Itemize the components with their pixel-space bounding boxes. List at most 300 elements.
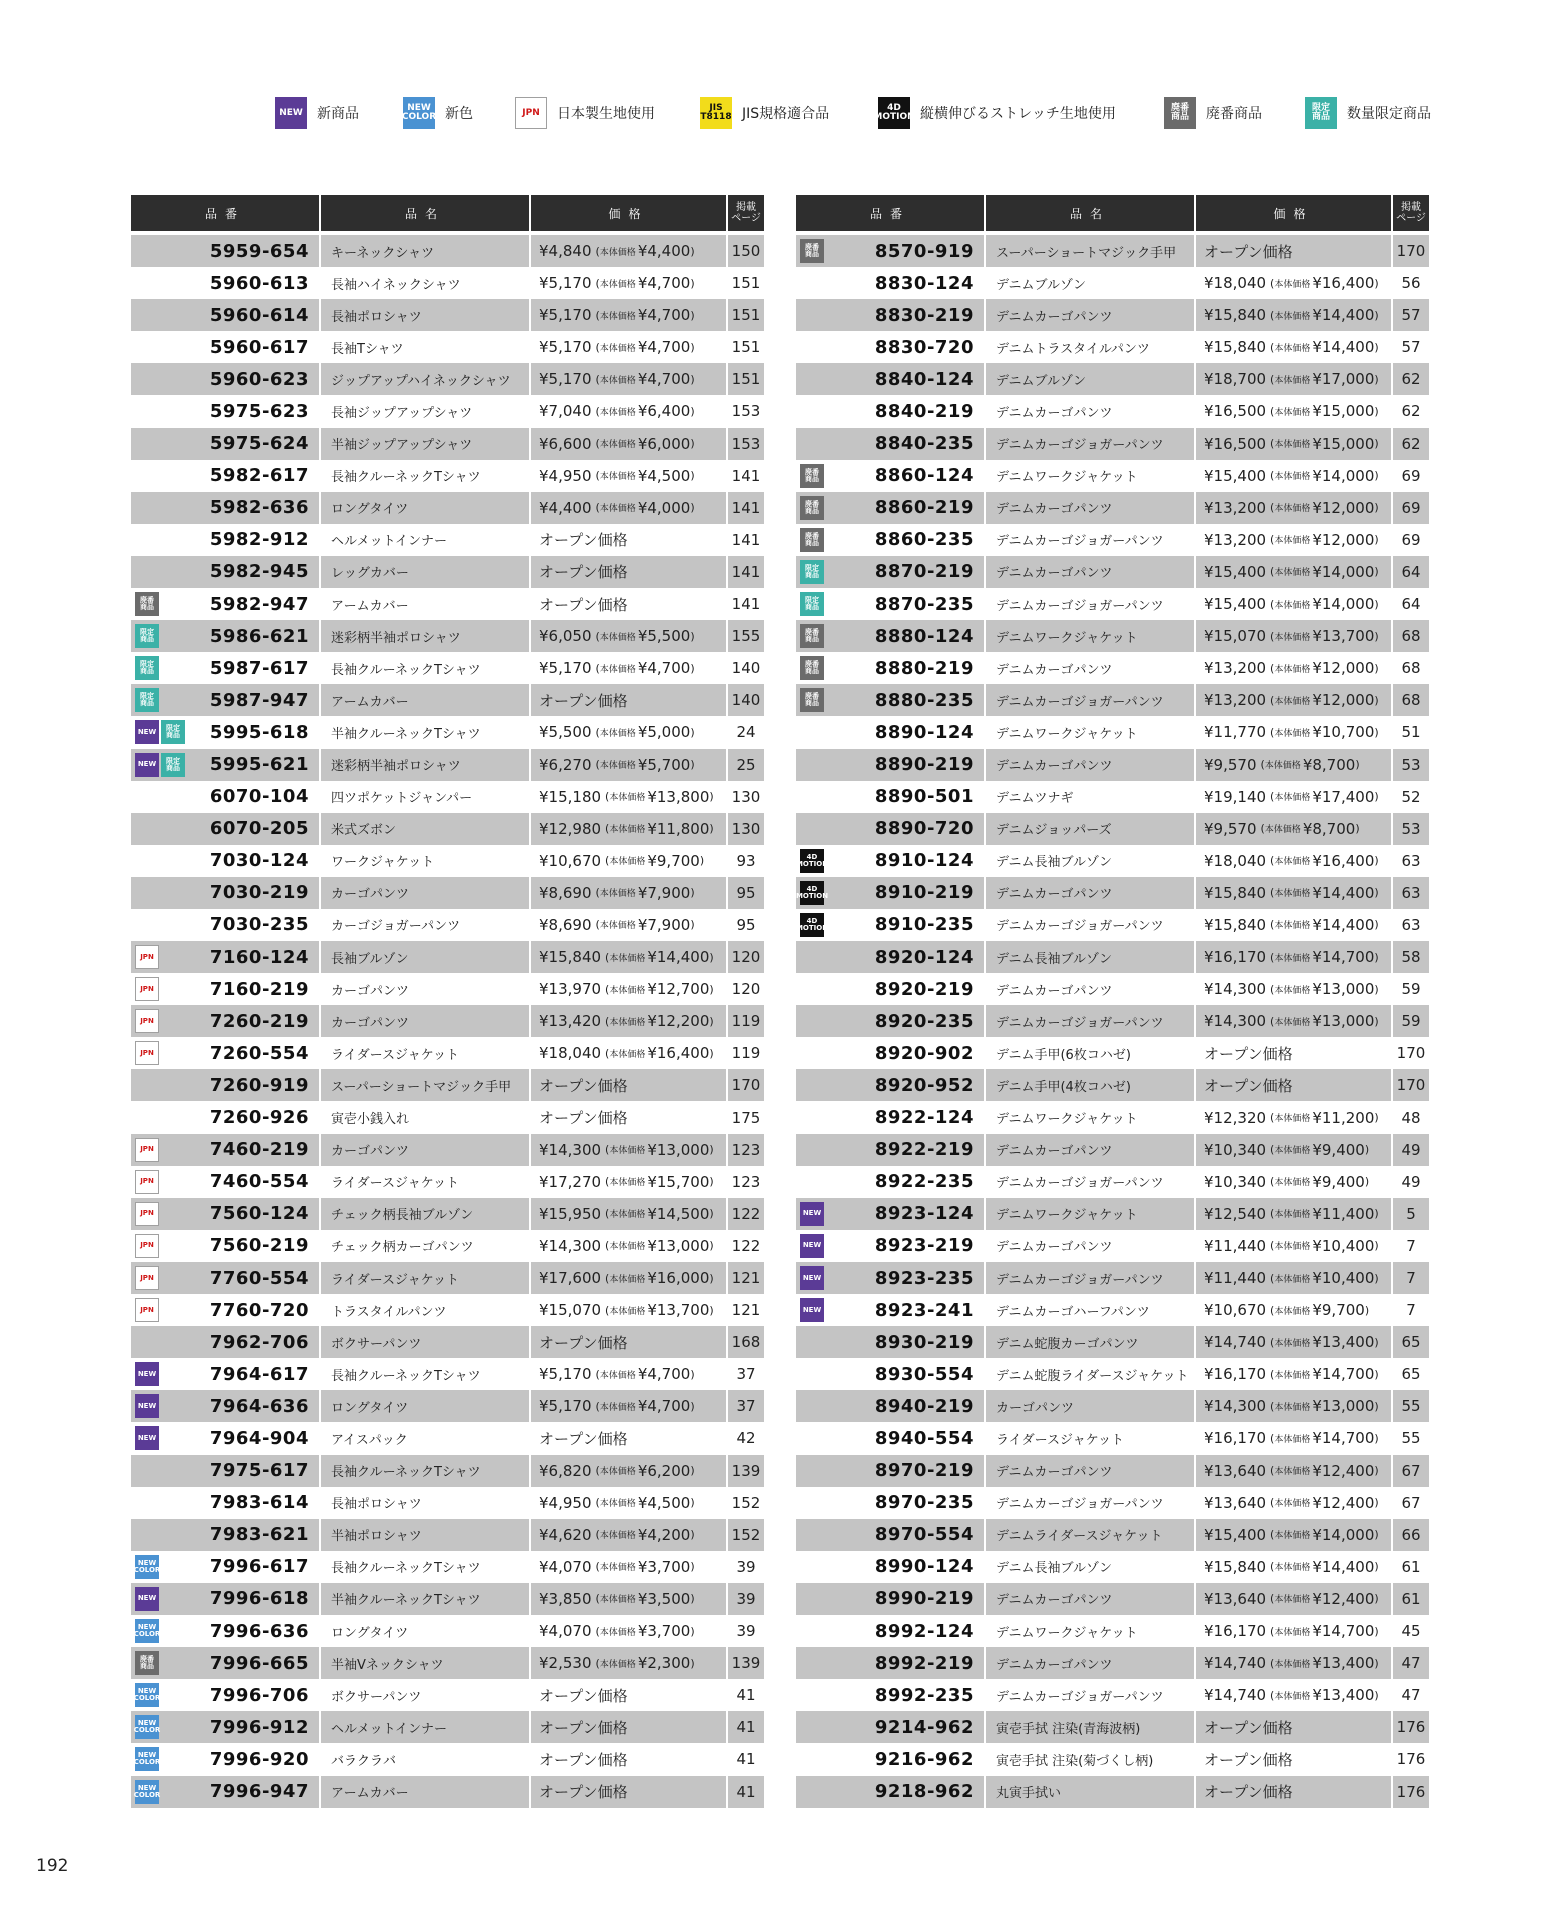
product-code-cell [796,556,986,588]
product-price-cell [531,1743,728,1775]
product-name: デニム手甲(6枚コハゼ) [986,1037,1196,1069]
product-code-cell [796,1230,986,1262]
product-code-cell [796,1198,986,1230]
product-name: 半袖Vネックシャツ [321,1647,531,1679]
product-code: 7160-219 [209,978,309,1000]
product-code: 8923-124 [874,1203,974,1225]
product-code-cell [796,428,986,460]
product-code: 7560-219 [209,1235,309,1257]
jpn-badge-icon: JPN [135,1170,159,1194]
page-ref: 123 [731,1172,761,1191]
badge-group [800,528,824,552]
table-row [131,1294,764,1326]
product-name: デニムカーゴパンツ [986,973,1196,1005]
table-row [131,1422,764,1454]
price: オープン価格 [539,531,628,550]
product-code-cell [796,1679,986,1711]
product-name: デニムカーゴパンツ [986,1134,1196,1166]
legend-item-4d [873,97,1116,129]
table-row [796,716,1429,748]
price: ¥4,620 [539,1525,592,1544]
legend-item-disc [1164,97,1262,129]
product-name: カーゴパンツ [321,1005,531,1037]
page-ref: 151 [731,370,761,389]
base-price: ¥15,000 [1312,434,1375,453]
base-price-note: 本体価格 [1274,1499,1311,1510]
base-price: ¥12,000 [1312,659,1375,678]
base-price-note: 本体価格 [1274,664,1311,675]
price: ¥15,070 [1204,627,1267,646]
page-ref: 41 [736,1718,756,1737]
table-row [796,1776,1429,1808]
legend-label: 日本製生地使用 [557,106,655,122]
table-row [796,1294,1429,1326]
price: ¥14,300 [539,1236,602,1255]
product-name: アームカバー [321,1776,531,1808]
product-name: キーネックシャツ [321,235,531,267]
product-code-cell [131,1262,321,1294]
base-price: ¥15,700 [647,1172,710,1191]
product-price-cell [531,1102,728,1134]
page-ref: 49 [1401,1140,1421,1159]
base-price-note: 本体価格 [1274,1210,1311,1221]
product-code: 8930-554 [874,1363,974,1385]
page-ref: 55 [1401,1397,1421,1416]
price: オープン価格 [1204,1044,1293,1063]
product-price-cell: ¥13,200 ( 本体価格 ¥12,000 ) [1196,684,1393,716]
product-code: 5960-613 [209,272,309,294]
product-price-cell: ¥14,740 ( 本体価格 ¥13,400 ) [1196,1679,1393,1711]
page-number: 192 [36,1856,69,1876]
product-price-cell: ¥8,690 ( 本体価格 ¥7,900 ) [531,877,728,909]
product-name: ライダースジャケット [321,1262,531,1294]
new-badge-icon: NEW [135,1426,159,1450]
base-price-note: 本体価格 [599,343,636,354]
base-price: ¥4,700 [637,1397,691,1416]
nc-badge-icon: NEW COLOR [135,1780,159,1804]
base-price: ¥10,700 [1312,723,1375,742]
product-code-cell [796,1294,986,1326]
new-badge-icon: NEW [275,97,307,129]
base-price-note: 本体価格 [609,1146,646,1157]
product-price-cell [531,1069,728,1101]
page-ref: 66 [1401,1525,1421,1544]
table-row [796,556,1429,588]
page-ref: 151 [731,274,761,293]
base-price-note: 本体価格 [599,440,636,451]
product-code: 6070-104 [209,786,309,808]
product-name: 半袖ジップアップシャツ [321,428,531,460]
base-price: ¥14,400 [1312,306,1375,325]
product-code: 8890-501 [874,786,974,808]
badge-group [800,1266,824,1290]
product-price-cell: ¥13,200 ( 本体価格 ¥12,000 ) [1196,652,1393,684]
base-price: ¥9,400 [1312,1140,1365,1159]
badge-group [135,1715,159,1739]
new-badge-icon: NEW [135,1362,159,1386]
price: ¥15,400 [1204,562,1267,581]
price: ¥16,170 [1204,1622,1267,1641]
page-ref: 141 [731,530,761,549]
base-price: ¥6,400 [637,402,691,421]
lim-badge-icon: 限定 商品 [800,592,824,616]
price: ¥4,950 [539,466,592,485]
product-code: 8890-124 [874,721,974,743]
price: オープン価格 [1204,1783,1293,1801]
disc-badge-icon: 廃番 商品 [800,496,824,520]
product-price-cell: ¥15,400 ( 本体価格 ¥14,000 ) [1196,1519,1393,1551]
product-name: デニムワークジャケット [986,620,1196,652]
product-code: 9216-962 [874,1748,974,1770]
price: ¥10,670 [539,851,602,870]
price: ¥17,270 [539,1172,602,1191]
product-code: 7996-912 [209,1716,309,1738]
product-name: 寅壱小銭入れ [321,1102,531,1134]
price: ¥9,570 [1204,819,1257,838]
base-price: ¥10,400 [1312,1269,1375,1287]
badge-group [795,913,829,937]
badge-group [795,881,829,905]
product-code-cell [131,395,321,427]
product-price-cell: ¥15,840 ( 本体価格 ¥14,400 ) [1196,877,1393,909]
base-price: ¥15,000 [1312,402,1375,421]
product-code-cell [796,267,986,299]
table-row [796,588,1429,620]
product-code: 8880-124 [874,625,974,647]
base-price-note: 本体価格 [599,1563,636,1574]
base-price: ¥14,700 [1312,1429,1375,1448]
base-price: ¥3,500 [637,1589,691,1608]
product-code: 9218-962 [874,1781,974,1802]
page-ref: 62 [1401,370,1421,389]
price: ¥14,740 [1204,1333,1267,1352]
page-ref: 67 [1401,1461,1421,1480]
table-row [131,460,764,492]
product-code: 7996-947 [209,1781,309,1802]
table-row [796,1069,1429,1101]
product-name: カーゴパンツ [986,1390,1196,1422]
product-name: レッグカバー [321,556,531,588]
price: ¥18,040 [1204,851,1267,870]
product-price-cell: ¥19,140 ( 本体価格 ¥17,400 ) [1196,781,1393,813]
page-ref: 176 [1396,1718,1426,1737]
page-ref: 69 [1401,530,1421,549]
table-row [796,620,1429,652]
price: ¥4,950 [539,1493,592,1512]
price: ¥13,200 [1204,498,1267,517]
page-ref: 24 [736,723,756,742]
badge-group [795,849,829,873]
product-code-cell [131,1422,321,1454]
base-price: ¥12,400 [1312,1589,1375,1608]
product-name: デニム蛇腹カーゴパンツ [986,1326,1196,1358]
product-price-cell [531,588,728,620]
product-code: 8880-235 [874,689,974,711]
product-name: デニムカーゴパンツ [986,652,1196,684]
product-price-cell: ¥17,600 ( 本体価格 ¥16,000 ) [531,1262,728,1294]
product-code-cell [796,395,986,427]
product-price-cell: ¥15,840 ( 本体価格 ¥14,400 ) [1196,909,1393,941]
base-price: ¥11,400 [1312,1204,1375,1223]
base-price-note: 本体価格 [599,1595,636,1606]
product-name: デニム手甲(4枚コハゼ) [986,1069,1196,1101]
base-price: ¥4,700 [637,338,691,357]
product-code-cell [131,1326,321,1358]
product-price-cell: ¥4,840 ( 本体価格 ¥4,400 ) [531,235,728,267]
page-ref: 68 [1401,627,1421,646]
product-price-cell: ¥13,200 ( 本体価格 ¥12,000 ) [1196,492,1393,524]
product-name: デニムカーゴパンツ [986,749,1196,781]
product-code: 5982-636 [209,497,309,519]
base-price-note: 本体価格 [1264,825,1301,836]
product-price-cell: ¥6,050 ( 本体価格 ¥5,500 ) [531,620,728,652]
product-price-cell: ¥16,170 ( 本体価格 ¥14,700 ) [1196,1358,1393,1390]
table-row [131,1262,764,1294]
product-name: デニムカーゴパンツ [986,1647,1196,1679]
product-code: 8920-952 [874,1074,974,1096]
page-ref: 62 [1401,434,1421,453]
product-name: 長袖クルーネックTシャツ [321,1455,531,1487]
product-code-cell [796,588,986,620]
new-badge-icon: NEW [800,1298,824,1322]
table-row [796,331,1429,363]
product-price-cell: ¥4,070 ( 本体価格 ¥3,700 ) [531,1615,728,1647]
base-price-note: 本体価格 [609,985,646,996]
price: ¥15,840 [1204,306,1267,325]
page-ref: 7 [1406,1269,1416,1287]
product-code-cell [796,1711,986,1743]
product-code-cell [131,1551,321,1583]
base-price: ¥14,400 [1312,338,1375,357]
table-row [796,652,1429,684]
product-code: 8910-124 [874,850,974,872]
legend-item-jis [700,97,829,129]
product-name: ヘルメットインナー [321,524,531,556]
base-price: ¥14,400 [1312,883,1375,902]
base-price-note: 本体価格 [599,472,636,483]
price: ¥4,070 [539,1622,592,1641]
page-ref: 122 [731,1236,761,1255]
base-price-note: 本体価格 [599,664,636,675]
table-row [796,749,1429,781]
price: ¥12,540 [1204,1204,1267,1223]
product-name: カーゴパンツ [321,1134,531,1166]
page-ref: 48 [1401,1108,1421,1127]
product-price-cell: ¥2,530 ( 本体価格 ¥2,300 ) [531,1647,728,1679]
product-price-cell: ¥18,040 ( 本体価格 ¥16,400 ) [531,1037,728,1069]
base-price-note: 本体価格 [599,1370,636,1381]
product-name: デニムカーゴジョガーパンツ [986,1679,1196,1711]
product-name: デニムカーゴパンツ [986,1230,1196,1262]
product-name: デニムカーゴジョガーパンツ [986,909,1196,941]
page-ref: 93 [736,851,756,870]
legend [0,97,1545,133]
product-code-cell [131,1102,321,1134]
table-row [131,524,764,556]
page-ref: 68 [1401,659,1421,678]
product-code: 7760-720 [209,1299,309,1321]
product-name: 長袖クルーネックTシャツ [321,460,531,492]
base-price-note: 本体価格 [1274,1595,1311,1606]
4d-badge-icon: 4D MOTION [878,97,910,129]
nc-badge-icon: NEW COLOR [135,1555,159,1579]
price: ¥15,840 [1204,338,1267,357]
badge-group [135,656,159,680]
product-price-cell [1196,1037,1393,1069]
product-code: 8992-235 [874,1684,974,1706]
badge-group [135,753,185,777]
page-ref: 25 [736,755,756,774]
jpn-badge-icon: JPN [135,945,159,969]
table-row [796,1037,1429,1069]
base-price: ¥4,700 [637,1365,691,1384]
base-price: ¥13,700 [1312,627,1375,646]
base-price: ¥14,700 [1312,948,1375,967]
table-row [796,1262,1429,1294]
price: ¥8,690 [539,883,592,902]
product-price-cell [531,1776,728,1808]
product-name: バラクラバ [321,1743,531,1775]
product-code: 5982-617 [209,465,309,487]
price: ¥10,340 [1204,1140,1267,1159]
product-code-cell [131,331,321,363]
table-row [131,877,764,909]
base-price: ¥7,900 [637,883,691,902]
product-code-cell [131,1519,321,1551]
badge-group [135,720,185,744]
page-ref: 175 [731,1108,761,1127]
badge-group [135,1619,159,1643]
product-code: 5986-621 [209,625,309,647]
base-price-note: 本体価格 [609,857,646,868]
product-code: 8922-235 [874,1171,974,1193]
product-code-cell [131,749,321,781]
product-code: 7030-124 [209,850,309,872]
new-badge-icon: NEW [135,720,159,744]
price: ¥18,040 [1204,274,1267,293]
product-code: 8870-219 [874,561,974,583]
product-code: 8920-902 [874,1042,974,1064]
product-code-cell [796,1519,986,1551]
product-price-cell: ¥15,070 ( 本体価格 ¥13,700 ) [1196,620,1393,652]
base-price-note: 本体価格 [609,825,646,836]
base-price-note: 本体価格 [1274,343,1311,354]
product-table-left [131,195,764,1808]
page-ref: 168 [731,1333,761,1352]
page-ref: 151 [731,338,761,357]
product-code-cell [131,909,321,941]
page-ref: 64 [1401,562,1421,581]
base-price-note: 本体価格 [1274,536,1311,547]
header-price: 価格 [1196,195,1393,231]
page-ref: 61 [1401,1589,1421,1608]
page-ref: 49 [1401,1172,1421,1191]
price: ¥12,320 [1204,1108,1267,1127]
base-price: ¥12,000 [1312,498,1375,517]
product-name: デニムカーゴパンツ [986,877,1196,909]
table-row [796,1583,1429,1615]
table-row [131,1679,764,1711]
base-price-note: 本体価格 [599,279,636,290]
product-name: 長袖ブルゾン [321,941,531,973]
base-price: ¥13,000 [1312,1012,1375,1031]
product-code: 7760-554 [209,1267,309,1289]
page-ref: 67 [1401,1493,1421,1512]
product-name: ライダースジャケット [321,1037,531,1069]
product-code-cell [796,524,986,556]
product-code: 8922-124 [874,1107,974,1129]
price: ¥15,840 [1204,883,1267,902]
product-code-cell [131,1166,321,1198]
product-code-cell [796,1005,986,1037]
base-price: ¥14,400 [1312,1557,1375,1576]
disc-badge-icon: 廃番 商品 [800,239,824,263]
table-row [131,363,764,395]
product-code: 7964-904 [209,1427,309,1449]
base-price-note: 本体価格 [1274,1434,1311,1445]
jpn-badge-icon: JPN [135,1041,159,1065]
table-row [131,1390,764,1422]
base-price: ¥5,700 [637,755,691,774]
product-price-cell [531,524,728,556]
table-row [131,1551,764,1583]
table-row [131,588,764,620]
product-code-cell [131,492,321,524]
price: ¥15,180 [539,787,602,806]
table-row [131,1069,764,1101]
base-price-note: 本体価格 [1274,1017,1311,1028]
product-code: 8920-235 [874,1010,974,1032]
base-price-note: 本体価格 [599,761,636,771]
base-price: ¥13,000 [1312,980,1375,999]
base-price-note: 本体価格 [1274,632,1311,643]
badge-group [800,592,824,616]
product-name: 長袖クルーネックTシャツ [321,1358,531,1390]
product-code: 8920-124 [874,946,974,968]
base-price-note: 本体価格 [1264,761,1301,771]
product-code-cell [796,909,986,941]
page-ref: 7 [1406,1301,1416,1320]
product-code-cell [131,267,321,299]
product-name: デニムカーゴパンツ [986,1583,1196,1615]
badge-group [135,1426,159,1450]
table-row [131,1711,764,1743]
product-price-cell: ¥4,950 ( 本体価格 ¥4,500 ) [531,1487,728,1519]
product-price-cell: ¥15,840 ( 本体価格 ¥14,400 ) [531,941,728,973]
table-row [131,716,764,748]
price: ¥16,500 [1204,402,1267,421]
badge-group [135,1747,159,1771]
price: ¥11,440 [1204,1269,1267,1287]
table-row [131,684,764,716]
table-row [131,1134,764,1166]
page-ref: 155 [731,627,761,646]
base-price: ¥4,500 [637,1493,691,1512]
page-ref: 57 [1401,306,1421,325]
product-code: 8990-124 [874,1556,974,1578]
base-price-note: 本体価格 [599,504,636,515]
product-price-cell: ¥4,620 ( 本体価格 ¥4,200 ) [531,1519,728,1551]
page-ref: 39 [736,1622,756,1641]
table-row [131,1583,764,1615]
price: ¥4,400 [539,498,592,517]
product-code: 8940-554 [874,1427,974,1449]
price: ¥14,740 [1204,1686,1267,1705]
product-code-cell [796,813,986,845]
page-ref: 63 [1401,883,1421,902]
table-row [131,299,764,331]
base-price: ¥14,400 [1312,915,1375,934]
